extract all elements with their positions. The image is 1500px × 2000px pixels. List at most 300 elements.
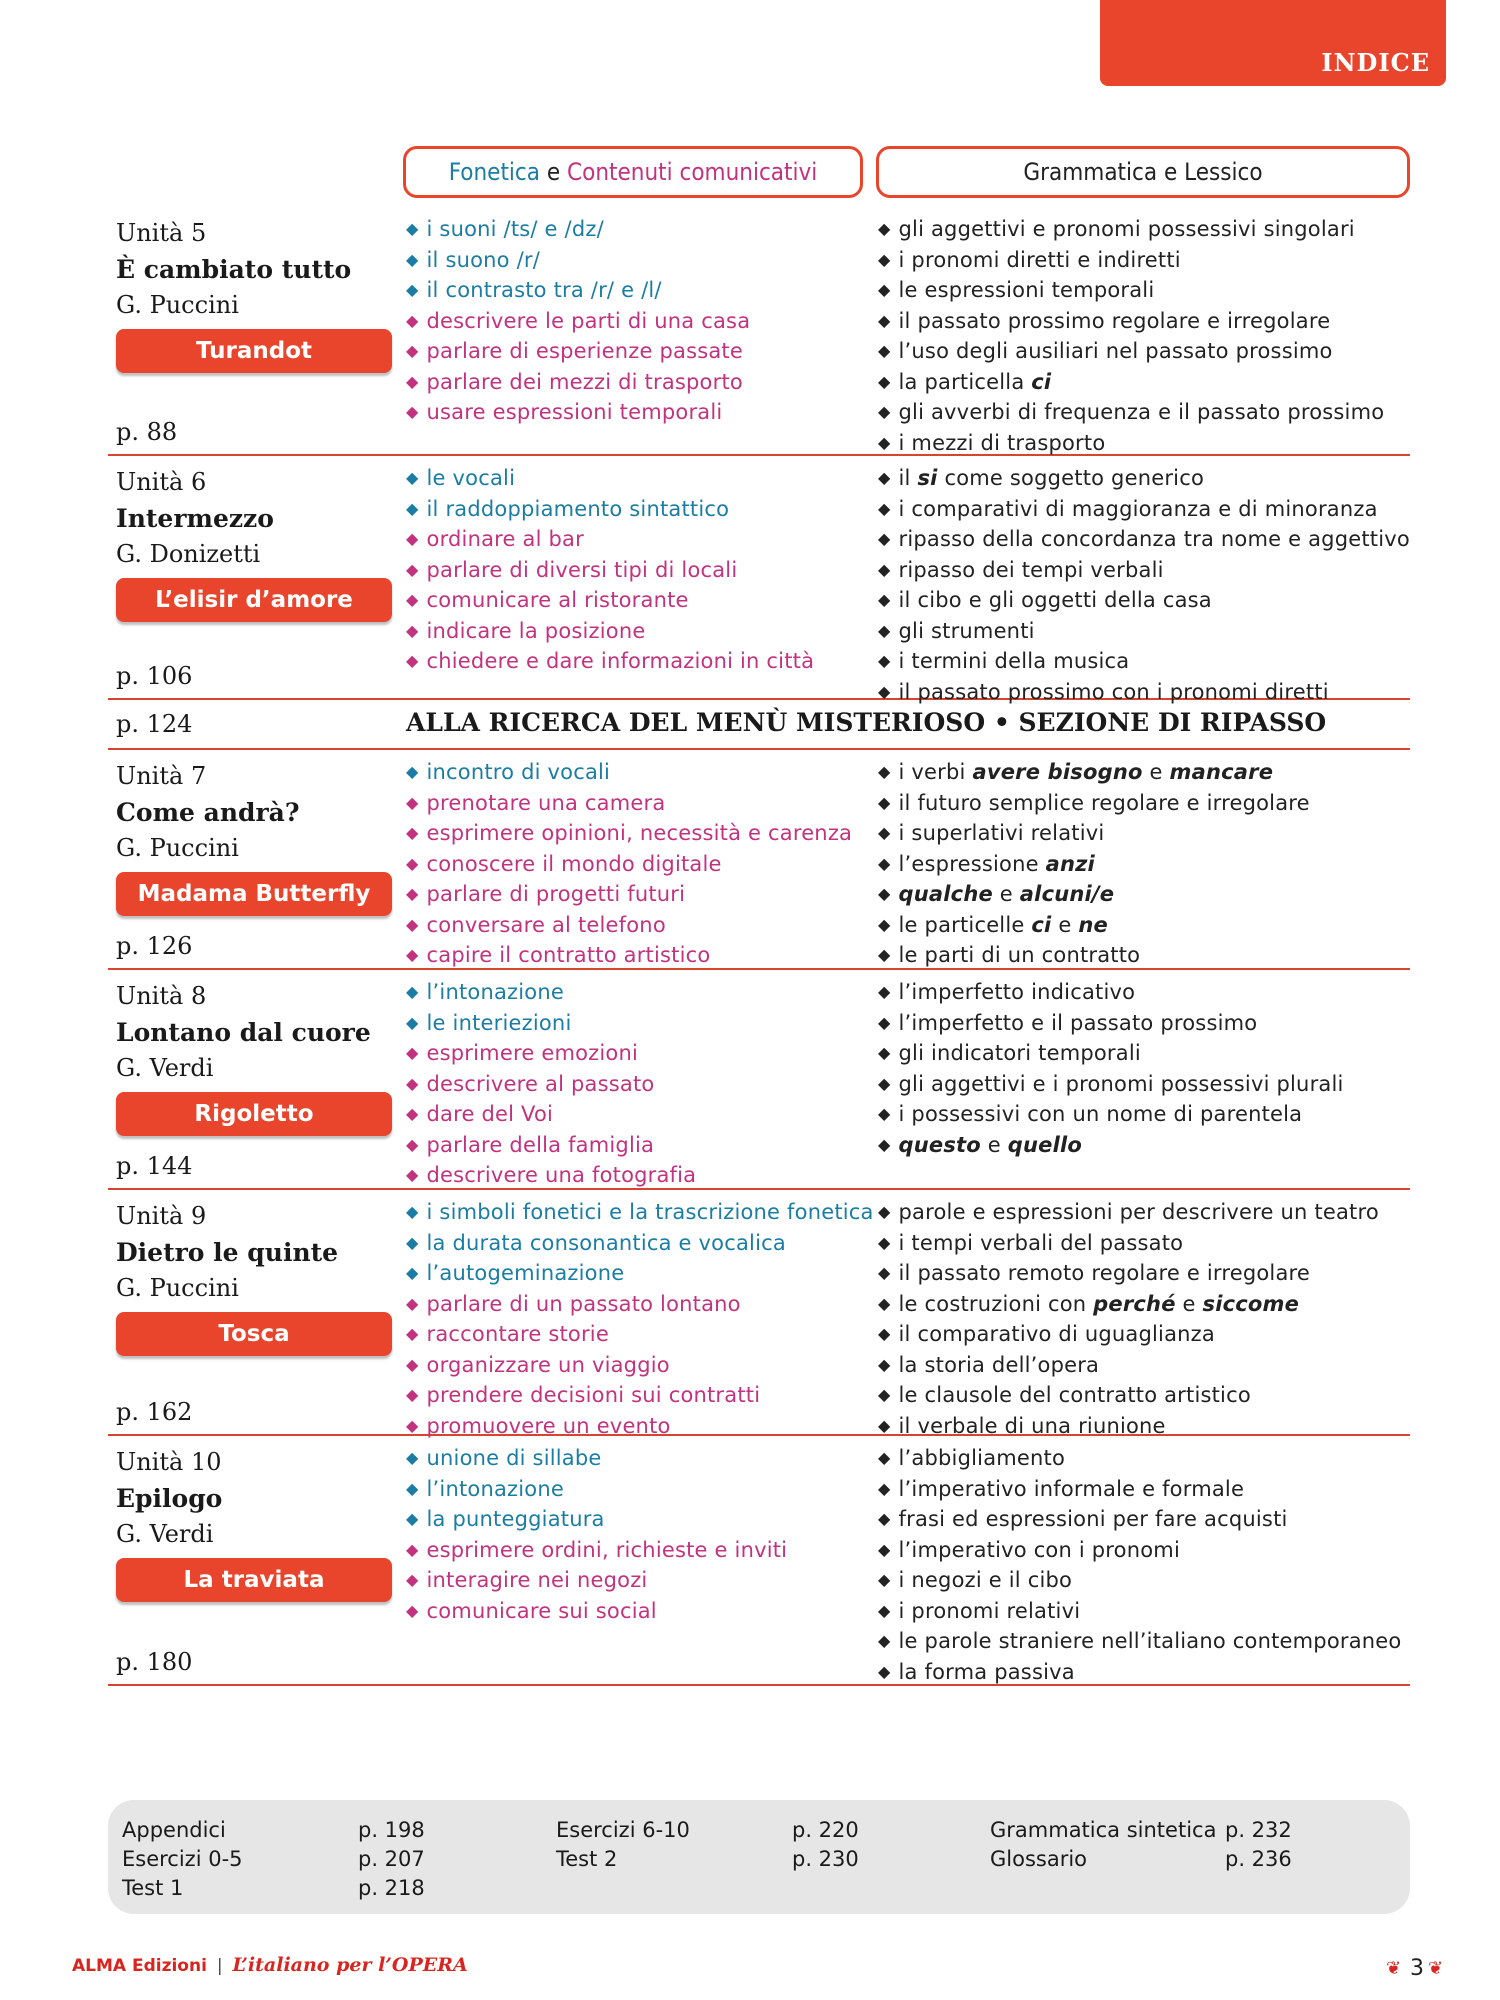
unit-info <box>116 1188 396 1434</box>
opera-badge: Madama Butterfly <box>116 872 392 916</box>
unit-number: Unità 10 <box>116 1448 222 1476</box>
diamond-bullet-icon: ◆ <box>878 982 891 1001</box>
grammatica-item-text: gli avverbi di frequenza e il passato prossimo <box>898 400 1385 424</box>
grammatica-item-text: i possessivi con un nome di parentela <box>898 1102 1303 1126</box>
diamond-bullet-icon: ◆ <box>406 1324 419 1343</box>
fonetica-item-text: i simboli fonetici e la trascrizione fonetica <box>426 1200 874 1224</box>
grammatica-item-text: il cibo e gli oggetti della casa <box>898 588 1212 612</box>
fonetica-item <box>406 647 866 678</box>
diamond-bullet-icon: ◆ <box>878 681 891 701</box>
fonetica-item <box>406 758 866 789</box>
grammatica-list <box>878 1444 1418 1688</box>
diamond-bullet-icon: ◆ <box>878 1134 891 1154</box>
fonetica-item-text: indicare la posizione <box>426 618 646 643</box>
grammatica-item <box>878 337 1418 368</box>
grammatica-list <box>878 1198 1418 1442</box>
diamond-bullet-icon: ◆ <box>878 762 891 781</box>
fonetica-item <box>406 1259 866 1290</box>
grammatica-item <box>878 819 1418 850</box>
appendix-page: p. 236 <box>1225 1847 1292 1871</box>
unit-title: Intermezzo <box>116 504 274 533</box>
fonetica-item <box>406 1597 866 1628</box>
fonetica-item <box>406 1505 866 1536</box>
fonetica-item <box>406 464 866 495</box>
diamond-bullet-icon: ◆ <box>878 1293 891 1313</box>
diamond-bullet-icon: ◆ <box>406 559 419 579</box>
fonetica-item <box>406 1566 866 1597</box>
diamond-bullet-icon: ◆ <box>878 1043 891 1062</box>
column-header-grammatica <box>876 146 1410 198</box>
grammatica-item <box>878 586 1418 617</box>
diamond-bullet-icon: ◆ <box>406 341 419 360</box>
unit-title: Epilogo <box>116 1484 223 1513</box>
fonetica-item <box>406 1320 866 1351</box>
unit-number: Unità 9 <box>116 1202 207 1230</box>
grammatica-item <box>878 307 1418 338</box>
appendix-page: p. 230 <box>792 1847 859 1871</box>
diamond-bullet-icon: ◆ <box>878 1385 891 1404</box>
fonetica-item-text: parlare dei mezzi di trasporto <box>426 369 743 394</box>
diamond-bullet-icon: ◆ <box>406 310 419 330</box>
diamond-bullet-icon: ◆ <box>406 1104 419 1123</box>
grammatica-item-text: i negozi e il cibo <box>898 1568 1073 1592</box>
fonetica-item <box>406 1009 866 1040</box>
fonetica-item-text: promuovere un evento <box>426 1413 671 1438</box>
appendix-page: p. 207 <box>358 1847 425 1871</box>
diamond-bullet-icon: ◆ <box>878 498 891 518</box>
unit-row <box>108 454 1410 704</box>
grammatica-item-text: i tempi verbali del passato <box>898 1230 1184 1255</box>
fonetica-item <box>406 1444 866 1475</box>
fonetica-list <box>406 215 866 429</box>
grammatica-item-text: gli aggettivi e pronomi possessivi singolari <box>898 217 1355 241</box>
fonetica-item-text: parlare di diversi tipi di locali <box>426 557 738 582</box>
grammatica-item-text: le parti di un contratto <box>898 943 1141 967</box>
diamond-bullet-icon: ◆ <box>406 914 419 934</box>
unit-number: Unità 8 <box>116 982 207 1010</box>
fonetica-item <box>406 398 866 429</box>
grammatica-item-text: il verbale di una riunione <box>898 1413 1166 1438</box>
diamond-bullet-icon: ◆ <box>878 310 891 330</box>
diamond-bullet-icon: ◆ <box>406 468 419 487</box>
diamond-bullet-icon: ◆ <box>878 1415 891 1435</box>
diamond-bullet-icon: ◆ <box>878 853 891 873</box>
diamond-bullet-icon: ◆ <box>878 1661 891 1681</box>
diamond-bullet-icon: ◆ <box>878 219 891 238</box>
diamond-bullet-icon: ◆ <box>878 1600 891 1620</box>
grammatica-item-text: l’imperfetto indicativo <box>898 980 1136 1004</box>
unit-info <box>116 968 396 1188</box>
fonetica-item <box>406 1100 866 1131</box>
diamond-bullet-icon: ◆ <box>878 945 891 964</box>
grammatica-item-text: l’imperativo informale e formale <box>898 1476 1245 1501</box>
grammatica-item <box>878 1131 1418 1162</box>
grammatica-item <box>878 1320 1418 1351</box>
grammatica-item <box>878 495 1418 526</box>
grammatica-item-text: i termini della musica <box>898 649 1130 673</box>
unit-page: p. 144 <box>116 1152 193 1180</box>
grammatica-item-text: il comparativo di uguaglianza <box>898 1322 1215 1346</box>
diamond-bullet-icon: ◆ <box>406 1478 419 1498</box>
diamond-bullet-icon: ◆ <box>878 1539 891 1559</box>
grammatica-list <box>878 758 1418 972</box>
diamond-bullet-icon: ◆ <box>406 1202 419 1221</box>
grammatica-item <box>878 1536 1418 1567</box>
grammatica-item-text: parole e espressioni per descrivere un teatro <box>898 1200 1379 1224</box>
appendix-col-3 <box>990 1816 1216 1874</box>
grammatica-item <box>878 850 1418 881</box>
unit-page: p. 162 <box>116 1398 193 1426</box>
appendix-col-2 <box>556 1816 690 1874</box>
opera-badge: L’elisir d’amore <box>116 578 392 622</box>
fonetica-item-text: l’intonazione <box>426 980 564 1004</box>
fonetica-item <box>406 1536 866 1567</box>
ripasso-page: p. 124 <box>116 710 193 738</box>
grammatica-item-text: le espressioni temporali <box>898 278 1155 302</box>
unit-row <box>108 205 1410 456</box>
fonetica-item-text: le vocali <box>426 466 516 490</box>
diamond-bullet-icon: ◆ <box>406 1012 419 1032</box>
fonetica-label: Fonetica <box>448 158 541 186</box>
unit-number: Unità 5 <box>116 219 207 247</box>
grammatica-item-text: i verbi avere bisogno e mancare <box>898 760 1274 784</box>
fonetica-item-text: raccontare storie <box>426 1322 609 1346</box>
grammatica-item-text: l’imperativo con i pronomi <box>898 1537 1180 1562</box>
fonetica-item <box>406 1039 866 1070</box>
grammatica-list <box>878 978 1418 1161</box>
unit-row <box>108 748 1410 970</box>
diamond-bullet-icon: ◆ <box>878 432 891 452</box>
grammatica-item-text: il si come soggetto generico <box>898 466 1205 490</box>
unit-composer: G. Verdi <box>116 1520 214 1548</box>
diamond-bullet-icon: ◆ <box>406 1232 419 1252</box>
fonetica-item-text: interagire nei negozi <box>426 1568 648 1592</box>
fonetica-item-text: la durata consonantica e vocalica <box>426 1230 786 1255</box>
fonetica-item <box>406 1131 866 1162</box>
fonetica-item-text: parlare di un passato lontano <box>426 1291 741 1316</box>
ripasso-row <box>108 698 1410 750</box>
fonetica-item-text: il raddoppiamento sintattico <box>426 496 730 521</box>
fonetica-item <box>406 941 866 972</box>
grammatica-item <box>878 398 1418 429</box>
fonetica-item <box>406 556 866 587</box>
grammatica-item-text: l’espressione anzi <box>898 851 1095 876</box>
grammatica-item <box>878 1100 1418 1131</box>
diamond-bullet-icon: ◆ <box>406 1448 419 1467</box>
grammatica-item-text: ripasso dei tempi verbali <box>898 557 1164 582</box>
appendix-label: Test 2 <box>556 1847 618 1871</box>
diamond-bullet-icon: ◆ <box>878 1478 891 1498</box>
appendix-col-3-pages <box>1225 1816 1292 1874</box>
fonetica-item <box>406 307 866 338</box>
fonetica-item-text: le interiezioni <box>426 1010 572 1035</box>
diamond-bullet-icon: ◆ <box>878 651 891 670</box>
appendix-box <box>108 1800 1410 1914</box>
fonetica-item <box>406 215 866 246</box>
diamond-bullet-icon: ◆ <box>878 1073 891 1093</box>
appendix-label: Esercizi 0-5 <box>122 1847 243 1871</box>
grammatica-item <box>878 1039 1418 1070</box>
diamond-bullet-icon: ◆ <box>406 1263 419 1282</box>
diamond-bullet-icon: ◆ <box>878 884 891 903</box>
grammatica-item-text: i pronomi relativi <box>898 1598 1081 1623</box>
fonetica-list <box>406 1444 866 1627</box>
appendix-col-1-pages <box>358 1816 425 1903</box>
grammatica-item-text: i superlativi relativi <box>898 821 1105 845</box>
grammatica-item <box>878 215 1418 246</box>
fonetica-item <box>406 911 866 942</box>
grammatica-item <box>878 1444 1418 1475</box>
diamond-bullet-icon: ◆ <box>878 1202 891 1221</box>
fonetica-item-text: comunicare sui social <box>426 1598 657 1623</box>
grammatica-item-text: frasi ed espressioni per fare acquisti <box>898 1507 1288 1531</box>
diamond-bullet-icon: ◆ <box>406 371 419 391</box>
diamond-bullet-icon: ◆ <box>406 1043 419 1062</box>
grammatica-item-text: qualche e alcuni/e <box>898 882 1115 906</box>
fonetica-item-text: i suoni /ts/ e /dz/ <box>426 217 604 241</box>
diamond-bullet-icon: ◆ <box>878 1570 891 1589</box>
diamond-bullet-icon: ◆ <box>406 590 419 609</box>
diamond-bullet-icon: ◆ <box>406 1293 419 1313</box>
grammatica-item <box>878 464 1418 495</box>
diamond-bullet-icon: ◆ <box>878 1509 891 1528</box>
publisher-name: ALMA Edizioni <box>72 1956 207 1976</box>
diamond-bullet-icon: ◆ <box>878 371 891 391</box>
appendix-label: Grammatica sintetica <box>990 1818 1217 1842</box>
unit-info <box>116 454 396 698</box>
fonetica-item-text: esprimere emozioni <box>426 1041 638 1065</box>
grammatica-item-text: gli indicatori temporali <box>898 1041 1141 1065</box>
fonetica-item-text: esprimere ordini, richieste e inviti <box>426 1537 788 1562</box>
fonetica-item-text: descrivere una fotografia <box>426 1163 697 1187</box>
fonetica-item <box>406 978 866 1009</box>
grammatica-item <box>878 880 1418 911</box>
grammatica-item <box>878 978 1418 1009</box>
fonetica-item <box>406 337 866 368</box>
diamond-bullet-icon: ◆ <box>406 823 419 842</box>
appendix-col-2-pages <box>792 1816 859 1874</box>
fonetica-item <box>406 368 866 399</box>
grammatica-item-text: i mezzi di trasporto <box>898 430 1106 455</box>
grammatica-item-text: i pronomi diretti e indiretti <box>898 247 1181 272</box>
fonetica-item <box>406 525 866 556</box>
grammatica-item <box>878 1475 1418 1506</box>
diamond-bullet-icon: ◆ <box>406 620 419 640</box>
unit-number: Unità 7 <box>116 762 207 790</box>
grammatica-item <box>878 556 1418 587</box>
fonetica-item <box>406 495 866 526</box>
appendix-page: p. 220 <box>792 1818 859 1842</box>
diamond-bullet-icon: ◆ <box>406 651 419 670</box>
grammatica-item-text: la particella ci <box>898 369 1052 394</box>
fonetica-item-text: conversare al telefono <box>426 912 666 937</box>
unit-title: Lontano dal cuore <box>116 1018 371 1047</box>
fonetica-item <box>406 276 866 307</box>
diamond-bullet-icon: ◆ <box>878 249 891 269</box>
diamond-bullet-icon: ◆ <box>406 1385 419 1404</box>
opera-badge: La traviata <box>116 1558 392 1602</box>
unit-title: È cambiato tutto <box>116 255 352 284</box>
diamond-bullet-icon: ◆ <box>878 1104 891 1123</box>
grammatica-item <box>878 525 1418 556</box>
diamond-bullet-icon: ◆ <box>878 529 891 548</box>
diamond-bullet-icon: ◆ <box>406 1570 419 1589</box>
grammatica-item-text: gli strumenti <box>898 618 1035 643</box>
grammatica-item-text: le clausole del contratto artistico <box>898 1383 1251 1407</box>
diamond-bullet-icon: ◆ <box>406 529 419 548</box>
grammatica-item <box>878 1597 1418 1628</box>
grammatica-list <box>878 215 1418 459</box>
fonetica-item <box>406 1070 866 1101</box>
fonetica-item-text: parlare della famiglia <box>426 1132 655 1157</box>
diamond-bullet-icon: ◆ <box>878 1232 891 1252</box>
series-name: L’italiano per l’OPERA <box>232 1954 468 1976</box>
unit-row <box>108 1188 1410 1436</box>
fonetica-item <box>406 880 866 911</box>
diamond-bullet-icon: ◆ <box>878 823 891 842</box>
grammatica-item-text: questo e quello <box>898 1132 1083 1157</box>
diamond-bullet-icon: ◆ <box>406 792 419 812</box>
diamond-bullet-icon: ◆ <box>406 1600 419 1620</box>
grammatica-item <box>878 911 1418 942</box>
fonetica-item-text: il suono /r/ <box>426 247 540 272</box>
unit-composer: G. Puccini <box>116 1274 239 1302</box>
grammatica-item <box>878 1229 1418 1260</box>
fonetica-list <box>406 464 866 678</box>
diamond-bullet-icon: ◆ <box>878 1324 891 1343</box>
grammatica-item <box>878 1658 1418 1689</box>
grammatica-item-text: il futuro semplice regolare e irregolare <box>898 790 1310 815</box>
grammatica-item <box>878 1009 1418 1040</box>
diamond-bullet-icon: ◆ <box>406 1073 419 1093</box>
opera-badge: Turandot <box>116 329 392 373</box>
grammatica-item <box>878 276 1418 307</box>
fonetica-item-text: prenotare una camera <box>426 790 666 815</box>
unit-info <box>116 748 396 968</box>
grammatica-item-text: gli aggettivi e i pronomi possessivi plurali <box>898 1071 1344 1096</box>
fonetica-item-text: capire il contratto artistico <box>426 943 711 967</box>
diamond-bullet-icon: ◆ <box>406 762 419 781</box>
diamond-bullet-icon: ◆ <box>406 1354 419 1374</box>
grammatica-item-text: ripasso della concordanza tra nome e aggettivo <box>898 527 1410 551</box>
grammatica-item <box>878 1381 1418 1412</box>
fonetica-item-text: l’intonazione <box>426 1476 564 1501</box>
fonetica-item-text: ordinare al bar <box>426 527 584 551</box>
fonetica-item-text: comunicare al ristorante <box>426 588 689 612</box>
fonetica-item <box>406 617 866 648</box>
diamond-bullet-icon: ◆ <box>406 945 419 964</box>
appendix-page: p. 198 <box>358 1818 425 1842</box>
diamond-bullet-icon: ◆ <box>406 219 419 238</box>
diamond-bullet-icon: ◆ <box>878 914 891 934</box>
unit-page: p. 180 <box>116 1648 193 1676</box>
diamond-bullet-icon: ◆ <box>878 559 891 579</box>
fonetica-item <box>406 1381 866 1412</box>
diamond-bullet-icon: ◆ <box>406 884 419 903</box>
unit-page: p. 106 <box>116 662 193 690</box>
diamond-bullet-icon: ◆ <box>406 498 419 518</box>
diamond-bullet-icon: ◆ <box>878 402 891 421</box>
unit-composer: G. Puccini <box>116 291 239 319</box>
fonetica-item <box>406 1229 866 1260</box>
grammatica-item-text: l’imperfetto e il passato prossimo <box>898 1010 1258 1035</box>
diamond-bullet-icon: ◆ <box>406 1415 419 1435</box>
diamond-bullet-icon: ◆ <box>406 853 419 873</box>
fonetica-item <box>406 246 866 277</box>
flourish-left-icon: ❦ <box>1386 1958 1402 1979</box>
appendix-col-1 <box>122 1816 243 1903</box>
fonetica-item <box>406 1161 866 1192</box>
grammatica-item-text: l’abbigliamento <box>898 1446 1066 1470</box>
page-number: 3 <box>1410 1956 1424 1981</box>
fonetica-item <box>406 1290 866 1321</box>
fonetica-item <box>406 789 866 820</box>
fonetica-item <box>406 1475 866 1506</box>
diamond-bullet-icon: ◆ <box>878 1448 891 1467</box>
fonetica-item <box>406 1198 874 1229</box>
fonetica-item <box>406 1351 866 1382</box>
fonetica-item-text: organizzare un viaggio <box>426 1352 670 1377</box>
publisher-brand <box>72 1954 468 1976</box>
grammatica-item <box>878 1505 1418 1536</box>
grammatica-item <box>878 1566 1418 1597</box>
unit-title: Dietro le quinte <box>116 1238 339 1267</box>
grammatica-item-text: il passato remoto regolare e irregolare <box>898 1261 1311 1285</box>
fonetica-item-text: incontro di vocali <box>426 760 611 784</box>
contenuti-label: Contenuti comunicativi <box>567 158 818 186</box>
column-header-fonetica <box>403 146 863 198</box>
unit-info <box>116 1434 396 1684</box>
unit-composer: G. Puccini <box>116 834 239 862</box>
fonetica-item-text: usare espressioni temporali <box>426 400 723 424</box>
appendix-label: Test 1 <box>122 1876 184 1900</box>
diamond-bullet-icon: ◆ <box>878 1263 891 1282</box>
conjunction-label: e <box>546 158 561 186</box>
diamond-bullet-icon: ◆ <box>406 249 419 269</box>
flourish-right-icon: ❦ <box>1428 1958 1444 1979</box>
grammatica-item <box>878 368 1418 399</box>
fonetica-item-text: la punteggiatura <box>426 1507 605 1531</box>
fonetica-item <box>406 819 866 850</box>
fonetica-item-text: parlare di esperienze passate <box>426 339 743 363</box>
fonetica-list <box>406 1198 874 1442</box>
fonetica-item-text: prendere decisioni sui contratti <box>426 1383 761 1407</box>
diamond-bullet-icon: ◆ <box>406 1539 419 1559</box>
diamond-bullet-icon: ◆ <box>406 982 419 1001</box>
diamond-bullet-icon: ◆ <box>406 1165 419 1184</box>
grammatica-item <box>878 1290 1418 1321</box>
brand-separator: | <box>216 1956 223 1976</box>
fonetica-item <box>406 586 866 617</box>
grammatica-item <box>878 1198 1418 1229</box>
grammatica-item-text: le parole straniere nell’italiano contemporaneo <box>898 1629 1402 1653</box>
grammatica-item <box>878 941 1418 972</box>
index-tab <box>1100 0 1446 86</box>
diamond-bullet-icon: ◆ <box>878 280 891 299</box>
fonetica-list <box>406 978 866 1192</box>
unit-row <box>108 1434 1410 1686</box>
opera-badge: Rigoletto <box>116 1092 392 1136</box>
unit-row <box>108 968 1410 1190</box>
grammatica-item <box>878 647 1418 678</box>
appendix-label: Esercizi 6-10 <box>556 1818 690 1842</box>
grammatica-item-text: la forma passiva <box>898 1659 1075 1684</box>
fonetica-item-text: parlare di progetti futuri <box>426 882 686 906</box>
unit-page: p. 88 <box>116 418 178 446</box>
fonetica-item-text: descrivere al passato <box>426 1071 655 1096</box>
fonetica-item-text: conoscere il mondo digitale <box>426 851 722 876</box>
appendix-page: p. 218 <box>358 1876 425 1900</box>
